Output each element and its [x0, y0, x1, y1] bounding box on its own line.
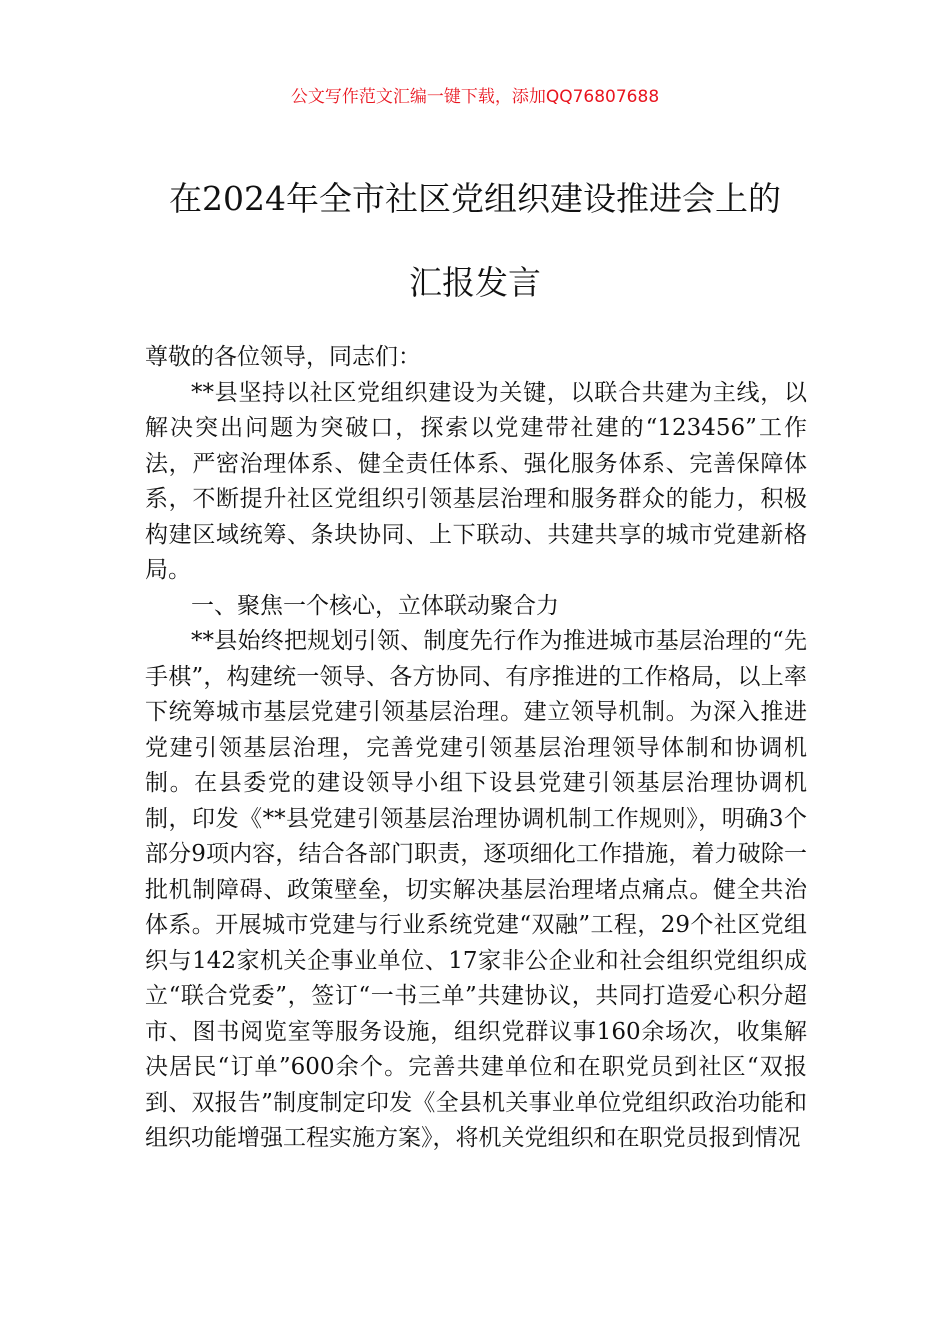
- section-heading-1: 一、聚焦一个核心，立体联动聚合力: [191, 592, 559, 619]
- salutation: 尊敬的各位领导，同志们：: [145, 344, 421, 370]
- document-body: [145, 340, 807, 1157]
- paragraph-intro: **县坚持以社区党组织建设为关键，以联合共建为主线，以解决突出问题为突破口，探索以党建带社建的“123456”工作法，严密治理体系、健全责任体系、强化服务体系、完善保障体系，不断提升社区党组织引领基层治理和服务群众的能力，积极构建区域统筹、条块协同、上下联动、共建共享的城市党建新格局。: [145, 379, 807, 583]
- document-title: [0, 176, 950, 306]
- watermark-text: 公文写作范文汇编一键下载，添加QQ76807688: [290, 87, 660, 107]
- paragraph-section-1: **县始终把规划引领、制度先行作为推进城市基层治理的“先手棋”，构建统一领导、各方协同、有序推进的工作格局，以上率下统筹城市基层党建引领基层治理。建立领导机制。为深入推进党建引领基层治理，完善党建引领基层治理领导体制和协调机制。在县委党的建设领导小组下设县党建引领基层治理协调机制，印发《**县党建引领基层治理协调机制工作规则》，明确3个部分9项内容，结合各部门职责，逐项细化工作措施，着力破除一批机制障碍、政策壁垒，切实解决基层治理堵点痛点。健全共治体系。开展城市党建与行业系统党建“双融”工程，29个社区党组织与142家机关企事业单位、17家非公企业和社会组织党组织成立“联合党委”，签订“一书三单”共建协议，共同打造爱心积分超市、图书阅览室等服务设施，组织党群议事160余场次，收集解决居民“订单”600余个。完善共建单位和在职党员到社区“双报到、双报告”制度制定印发《全县机关事业单位党组织政治功能和组织功能增强工程实施方案》，将机关党组织和在职党员报到情况: [145, 628, 807, 1151]
- title-line-2: 汇报发言: [409, 263, 541, 302]
- title-line-1: 在2024年全市社区党组织建设推进会上的: [169, 179, 781, 218]
